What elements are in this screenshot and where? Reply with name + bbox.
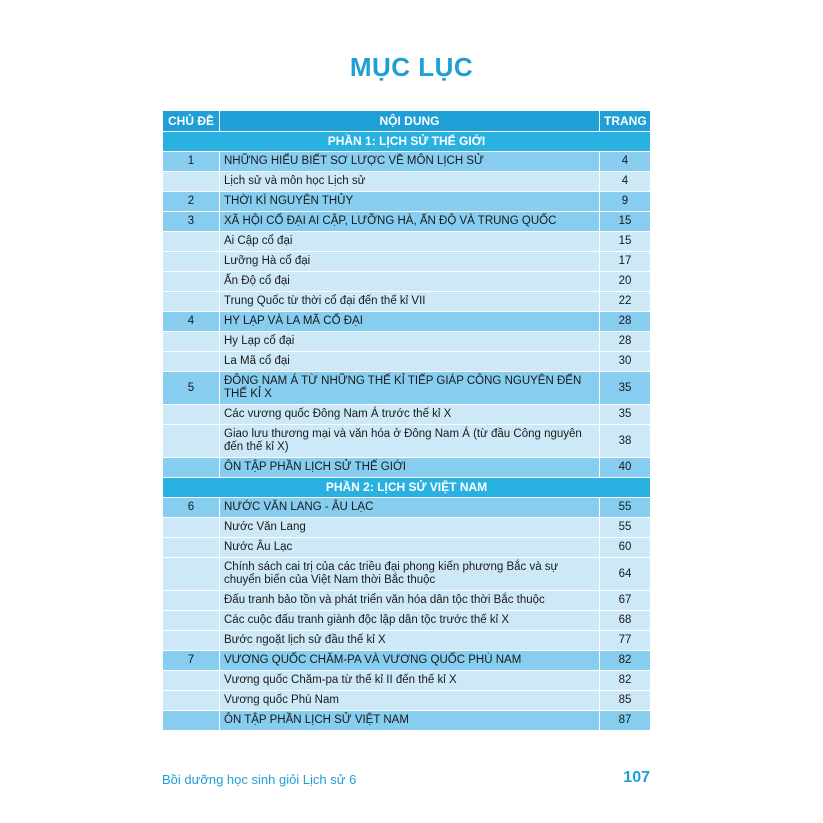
entry-page: 22: [600, 292, 651, 312]
entry-page: 64: [600, 558, 651, 591]
book-title: Bồi dưỡng học sinh giỏi Lịch sử 6: [162, 772, 357, 787]
entry-title: Vương quốc Phù Nam: [220, 691, 600, 711]
subtopic-row: [163, 591, 651, 611]
entry-title: Lưỡng Hà cổ đại: [220, 252, 600, 272]
topic-number: [163, 518, 220, 538]
entry-page: 82: [600, 651, 651, 671]
entry-page: 15: [600, 232, 651, 252]
subtopic-row: [163, 352, 651, 372]
entry-page: 77: [600, 631, 651, 651]
topic-number: [163, 631, 220, 651]
section-title: PHẦN 2: LỊCH SỬ VIỆT NAM: [163, 478, 651, 498]
entry-page: 55: [600, 498, 651, 518]
entry-title: ĐÔNG NAM Á TỪ NHỮNG THẾ KỈ TIẾP GIÁP CÔNG NGUYÊN ĐẾN THẾ KỈ X: [220, 372, 600, 405]
chapter-row: [163, 651, 651, 671]
chapter-row: [163, 212, 651, 232]
entry-page: 30: [600, 352, 651, 372]
entry-title: Hy Lạp cổ đại: [220, 332, 600, 352]
topic-number: [163, 352, 220, 372]
subtopic-row: [163, 292, 651, 312]
entry-title: VƯƠNG QUỐC CHĂM-PA VÀ VƯƠNG QUỐC PHÙ NAM: [220, 651, 600, 671]
entry-title: Các cuộc đấu tranh giành độc lập dân tộc trước thế kỉ X: [220, 611, 600, 631]
topic-number: [163, 425, 220, 458]
table-body: [163, 132, 651, 731]
topic-number: [163, 711, 220, 731]
topic-number: [163, 591, 220, 611]
subtopic-row: [163, 172, 651, 192]
entry-title: NƯỚC VĂN LANG - ÂU LẠC: [220, 498, 600, 518]
topic-number: 5: [163, 372, 220, 405]
subtopic-row: [163, 518, 651, 538]
entry-page: 67: [600, 591, 651, 611]
entry-page: 20: [600, 272, 651, 292]
entry-page: 15: [600, 212, 651, 232]
entry-page: 17: [600, 252, 651, 272]
topic-number: [163, 558, 220, 591]
section-row: [163, 478, 651, 498]
entry-title: Bước ngoặt lịch sử đầu thế kỉ X: [220, 631, 600, 651]
chapter-row: [163, 498, 651, 518]
topic-number: [163, 458, 220, 478]
topic-number: [163, 272, 220, 292]
subtopic-row: [163, 671, 651, 691]
entry-title: Nước Âu Lạc: [220, 538, 600, 558]
entry-page: 55: [600, 518, 651, 538]
header-content: NỘI DUNG: [220, 111, 600, 132]
entry-page: 85: [600, 691, 651, 711]
entry-page: 35: [600, 372, 651, 405]
page-number: 107: [623, 769, 650, 786]
header-page: TRANG: [600, 111, 651, 132]
entry-title: THỜI KÌ NGUYÊN THỦY: [220, 192, 600, 212]
entry-title: XÃ HỘI CỔ ĐẠI AI CẬP, LƯỠNG HÀ, ẤN ĐỘ VÀ TRUNG QUỐC: [220, 212, 600, 232]
entry-title: HY LẠP VÀ LA MÃ CỔ ĐẠI: [220, 312, 600, 332]
topic-number: [163, 538, 220, 558]
topic-number: [163, 611, 220, 631]
entry-title: Các vương quốc Đông Nam Á trước thế kỉ X: [220, 405, 600, 425]
entry-title: Nước Văn Lang: [220, 518, 600, 538]
topic-number: [163, 252, 220, 272]
topic-number: [163, 232, 220, 252]
entry-page: 87: [600, 711, 651, 731]
subtopic-row: [163, 611, 651, 631]
section-title: PHẦN 1: LỊCH SỬ THẾ GIỚI: [163, 132, 651, 152]
table-header-row: [163, 111, 651, 132]
subtopic-row: [163, 405, 651, 425]
entry-title: ÔN TẬP PHẦN LỊCH SỬ THẾ GIỚI: [220, 458, 600, 478]
chapter-row: [163, 312, 651, 332]
topic-number: [163, 671, 220, 691]
entry-page: 28: [600, 332, 651, 352]
header-topic: CHỦ ĐỀ: [163, 111, 220, 132]
chapter-row: [163, 372, 651, 405]
entry-page: 4: [600, 152, 651, 172]
entry-title: Chính sách cai trị của các triều đại phong kiến phương Bắc và sự chuyển biến của Việt Nam thời Bắc thuộc: [220, 558, 600, 591]
entry-title: Trung Quốc từ thời cổ đại đến thế kỉ VII: [220, 292, 600, 312]
chapter-row: [163, 458, 651, 478]
entry-title: Giao lưu thương mại và văn hóa ở Đông Nam Á (từ đầu Công nguyên đến thế kỉ X): [220, 425, 600, 458]
entry-title: Đấu tranh bảo tồn và phát triển văn hóa dân tộc thời Bắc thuộc: [220, 591, 600, 611]
topic-number: 4: [163, 312, 220, 332]
topic-number: 7: [163, 651, 220, 671]
chapter-row: [163, 192, 651, 212]
entry-title: Vương quốc Chăm-pa từ thế kỉ II đến thế kỉ X: [220, 671, 600, 691]
entry-page: 28: [600, 312, 651, 332]
entry-page: 38: [600, 425, 651, 458]
subtopic-row: [163, 332, 651, 352]
entry-page: 4: [600, 172, 651, 192]
subtopic-row: [163, 691, 651, 711]
entry-title: Lịch sử và môn học Lịch sử: [220, 172, 600, 192]
entry-page: 9: [600, 192, 651, 212]
subtopic-row: [163, 538, 651, 558]
entry-title: Ai Cập cổ đại: [220, 232, 600, 252]
entry-page: 82: [600, 671, 651, 691]
subtopic-row: [163, 272, 651, 292]
topic-number: [163, 405, 220, 425]
topic-number: 3: [163, 212, 220, 232]
topic-number: [163, 172, 220, 192]
section-row: [163, 132, 651, 152]
chapter-row: [163, 711, 651, 731]
entry-page: 68: [600, 611, 651, 631]
topic-number: 2: [163, 192, 220, 212]
subtopic-row: [163, 425, 651, 458]
entry-page: 35: [600, 405, 651, 425]
table-of-contents: [162, 110, 651, 731]
entry-title: La Mã cổ đại: [220, 352, 600, 372]
subtopic-row: [163, 252, 651, 272]
topic-number: [163, 292, 220, 312]
subtopic-row: [163, 232, 651, 252]
subtopic-row: [163, 631, 651, 651]
subtopic-row: [163, 558, 651, 591]
topic-number: 1: [163, 152, 220, 172]
topic-number: [163, 332, 220, 352]
topic-number: 6: [163, 498, 220, 518]
entry-title: ÔN TẬP PHẦN LỊCH SỬ VIỆT NAM: [220, 711, 600, 731]
topic-number: [163, 691, 220, 711]
entry-page: 60: [600, 538, 651, 558]
entry-title: Ấn Độ cổ đại: [220, 272, 600, 292]
entry-page: 40: [600, 458, 651, 478]
chapter-row: [163, 152, 651, 172]
page-title: MỤC LỤC: [349, 52, 474, 82]
entry-title: NHỮNG HIỂU BIẾT SƠ LƯỢC VỀ MÔN LỊCH SỬ: [220, 152, 600, 172]
